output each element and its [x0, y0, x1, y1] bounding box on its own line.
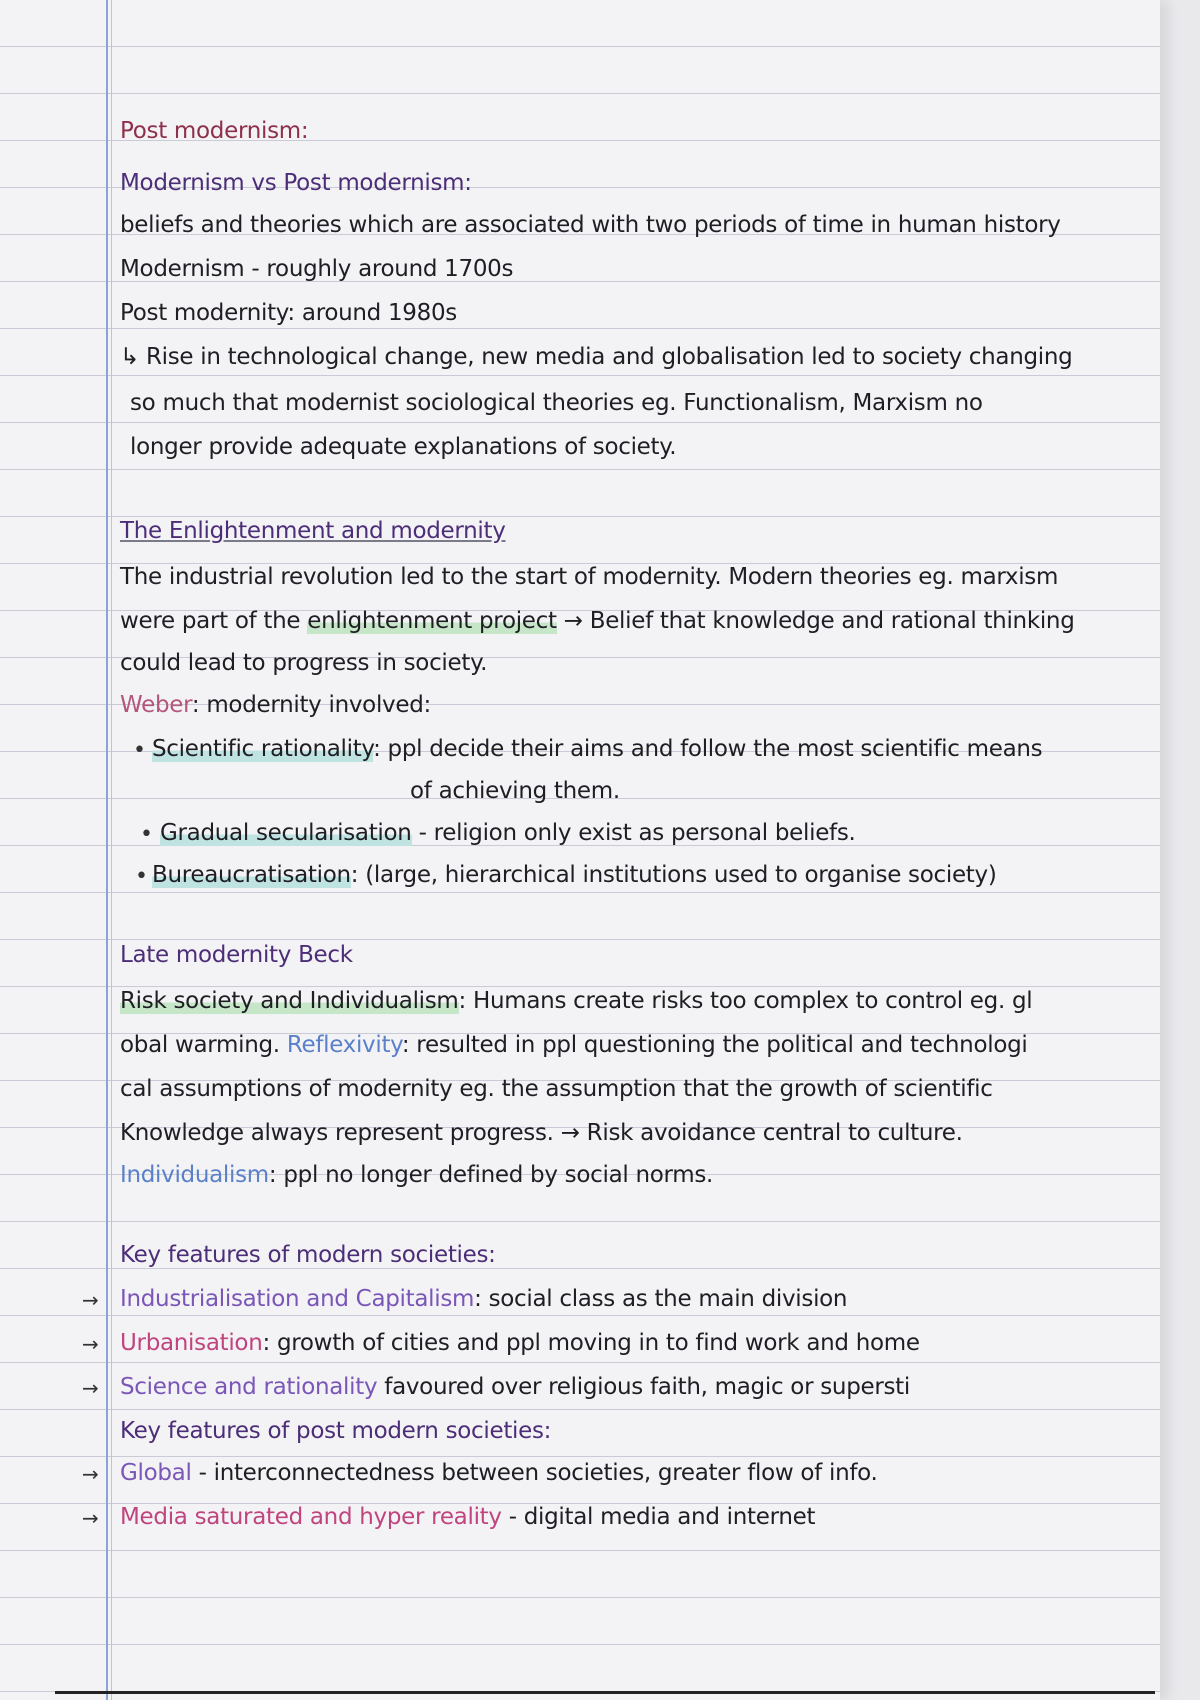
note-text: : (large, hierarchical institutions used to organise society) — [350, 862, 997, 888]
note-text: favoured over religious faith, magic or supersti — [377, 1374, 910, 1400]
page-bottom-edge — [55, 1691, 1155, 1694]
note-line: of achieving them. — [410, 778, 620, 804]
term-risk-society: Risk society and Individualism — [120, 988, 459, 1014]
note-text: : growth of cities and ppl moving in to find work and home — [262, 1330, 920, 1356]
bullet-item — [152, 736, 1042, 762]
note-line: ↳ Rise in technological change, new media and globalisation led to society changing — [120, 344, 1073, 370]
note-line: longer provide adequate explanations of society. — [130, 434, 677, 460]
term-global: Global — [120, 1460, 192, 1486]
page-title: Post modernism: — [120, 118, 309, 144]
bullet-item — [152, 862, 997, 888]
feature-item — [120, 1374, 910, 1400]
margin-line — [106, 0, 108, 1700]
term-media-saturated: Media saturated and hyper reality — [120, 1504, 502, 1530]
note-line: beliefs and theories which are associated with two periods of time in human history — [120, 212, 1061, 238]
term-scientific-rationality: Scientific rationality — [152, 736, 374, 762]
note-text: : social class as the main division — [474, 1286, 848, 1312]
feature-item — [120, 1504, 815, 1530]
note-line: so much that modernist sociological theories eg. Functionalism, Marxism no — [130, 390, 983, 416]
feature-item — [120, 1330, 920, 1356]
note-text: were part of the — [120, 608, 308, 634]
bullet-icon: • — [140, 822, 153, 847]
note-line: could lead to progress in society. — [120, 650, 488, 676]
term-reflexivity: Reflexivity — [286, 1032, 402, 1058]
bullet-icon: • — [133, 738, 146, 763]
term-industrialisation: Industrialisation and Capitalism — [120, 1286, 475, 1312]
highlight-enlightenment-project: enlightenment project — [307, 608, 557, 634]
arrow-icon: → — [82, 1506, 99, 1530]
arrow-icon: → — [82, 1376, 99, 1400]
section-heading-late-modernity: Late modernity Beck — [120, 942, 353, 968]
note-text: : ppl no longer defined by social norms. — [268, 1162, 714, 1188]
note-line: Post modernity: around 1980s — [120, 300, 457, 326]
feature-item — [120, 1460, 878, 1486]
note-line — [120, 608, 1075, 634]
note-line: Knowledge always represent progress. → Risk avoidance central to culture. — [120, 1120, 963, 1146]
bullet-icon: • — [135, 864, 148, 889]
section-heading-modern-features: Key features of modern societies: — [120, 1242, 496, 1268]
section-heading-postmodern-features: Key features of post modern societies: — [120, 1418, 552, 1444]
bullet-item — [160, 820, 856, 846]
term-science-rationality: Science and rationality — [120, 1374, 378, 1400]
term-bureaucratisation: Bureaucratisation — [152, 862, 351, 888]
section-heading-enlightenment: The Enlightenment and modernity — [120, 518, 506, 544]
note-line — [120, 988, 1032, 1014]
note-text: : ppl decide their aims and follow the most scientific means — [373, 736, 1043, 762]
note-line: Modernism - roughly around 1700s — [120, 256, 514, 282]
note-text: : modernity involved: — [191, 692, 431, 718]
feature-item — [120, 1286, 847, 1312]
note-text: : resulted in ppl questioning the political and technologi — [401, 1032, 1028, 1058]
note-text: - digital media and internet — [501, 1504, 816, 1530]
term-individualism: Individualism — [120, 1162, 269, 1188]
note-text: → Belief that knowledge and rational thinking — [556, 608, 1075, 634]
note-text: obal warming. — [120, 1032, 287, 1058]
arrow-icon: → — [82, 1332, 99, 1356]
note-line: cal assumptions of modernity eg. the assumption that the growth of scientific — [120, 1076, 993, 1102]
margin-line-inner — [111, 0, 112, 1700]
section-heading-modernism-vs-post: Modernism vs Post modernism: — [120, 170, 472, 196]
note-text: - interconnectedness between societies, greater flow of info. — [191, 1460, 878, 1486]
weber-label: Weber — [120, 692, 192, 718]
note-line — [120, 1032, 1027, 1058]
note-text: - religion only exist as personal beliefs. — [411, 820, 856, 846]
term-gradual-secularisation: Gradual secularisation — [160, 820, 412, 846]
note-line — [120, 1162, 713, 1188]
note-line: The industrial revolution led to the start of modernity. Modern theories eg. marxism — [120, 564, 1059, 590]
term-urbanisation: Urbanisation — [120, 1330, 263, 1356]
arrow-icon: → — [82, 1462, 99, 1486]
note-line — [120, 692, 431, 718]
note-text: : Humans create risks too complex to control eg. gl — [458, 988, 1033, 1014]
arrow-icon: → — [82, 1288, 99, 1312]
